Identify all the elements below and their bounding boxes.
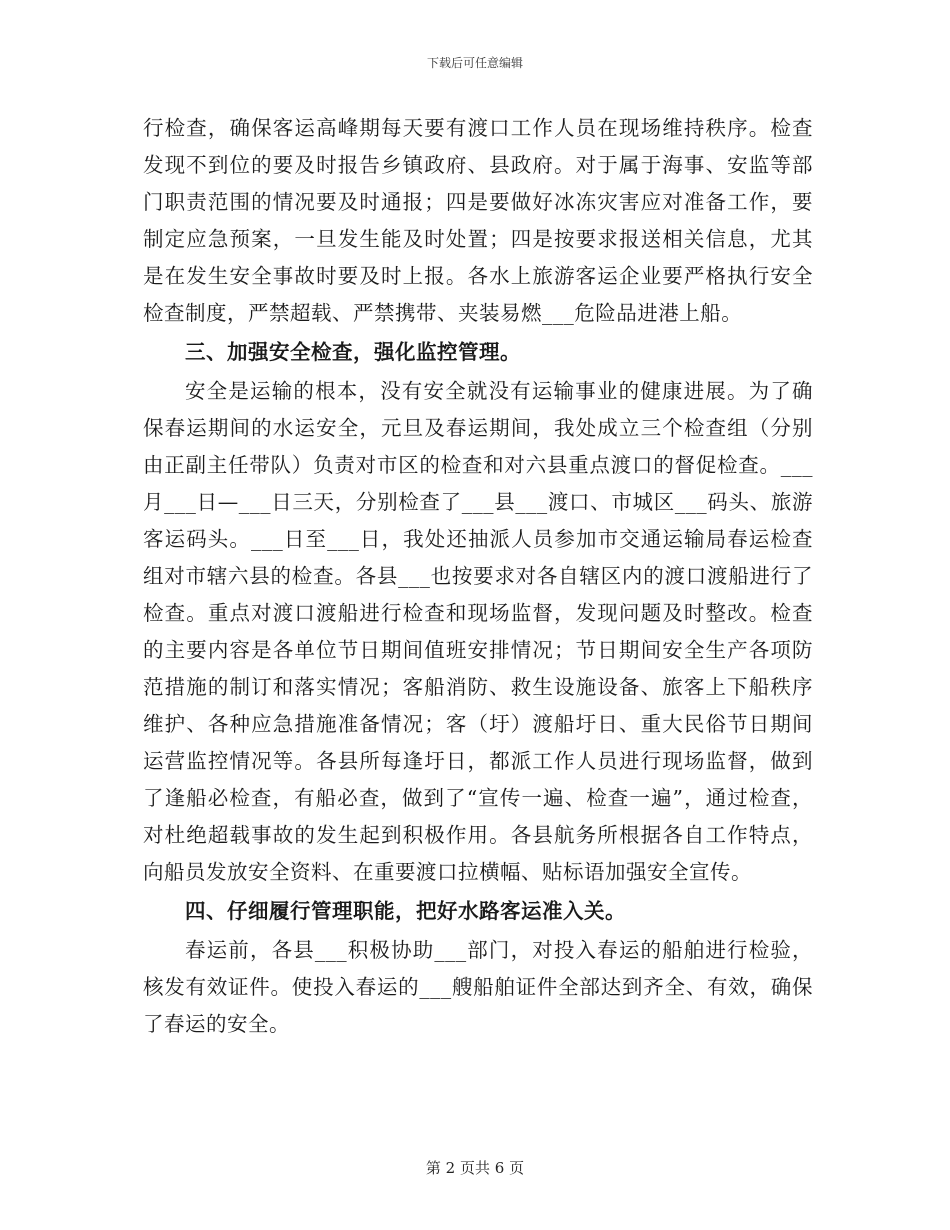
- paragraph-access-control: 春运前，各县___积极协助___部门，对投入春运的船舶进行检验，核发有效证件。使投入春运的___艘船舶证件全部达到齐全、有效，确保了春运的安全。: [143, 938, 813, 1036]
- page-number-footer: 第 2 页共 6 页: [425, 1159, 525, 1177]
- paragraph-continued: 行检查，确保客运高峰期每天要有渡口工作人员在现场维持秩序。检查发现不到位的要及时报告乡镇政府、县政府。对于属于海事、安监等部门职责范围的情况要及时通报；四是要做好冰冻灾害应对准备工作，要制定应急预案，一旦发生能及时处置；四是按要求报送相关信息，尤其是在发生安全事故时要及时上报。各水上旅游客运企业要严格执行安全检查制度，严禁超载、严禁携带、夹装易燃___危险品进港上船。: [143, 116, 813, 325]
- document-body: [143, 110, 813, 1043]
- page-header: 下载后可任意编辑: [426, 56, 523, 70]
- section-heading-4: 四、仔细履行管理职能，把好水路客运准入关。: [185, 899, 626, 923]
- section-heading-3: 三、加强安全检查，强化监控管理。: [185, 340, 521, 364]
- paragraph-safety-inspection: 安全是运输的根本，没有安全就没有运输事业的健康进展。为了确保春运期间的水运安全，元旦及春运期间，我处成立三个检查组（分别由正副主任带队）负责对市区的检查和对六县重点渡口的督促检查。___月___日—___日三天，分别检查了___县___渡口、市城区___码头、旅游客运码头。___日至___日，我处还抽派人员参加市交通运输局春运检查组对市辖六县的检查。各县___也按要求对各自辖区内的渡口渡船进行了检查。重点对渡口渡船进行检查和现场监督，发现问题及时整改。检查的主要内容是各单位节日期间值班安排情况；节日期间安全生产各项防范措施的制订和落实情况；客船消防、救生设施设备、旅客上下船秩序维护、各种应急措施准备情况；客（圩）渡船圩日、重大民俗节日期间运营监控情况等。各县所每逢圩日，都派工作人员进行现场监督，做到了逢船必检查，有船必查，做到了“宣传一遍、检查一遍”，通过检查，对杜绝超载事故的发生起到积极作用。各县航务所根据各自工作特点，向船员发放安全资料、在重要渡口拉横幅、贴标语加强安全宣传。: [143, 379, 813, 884]
